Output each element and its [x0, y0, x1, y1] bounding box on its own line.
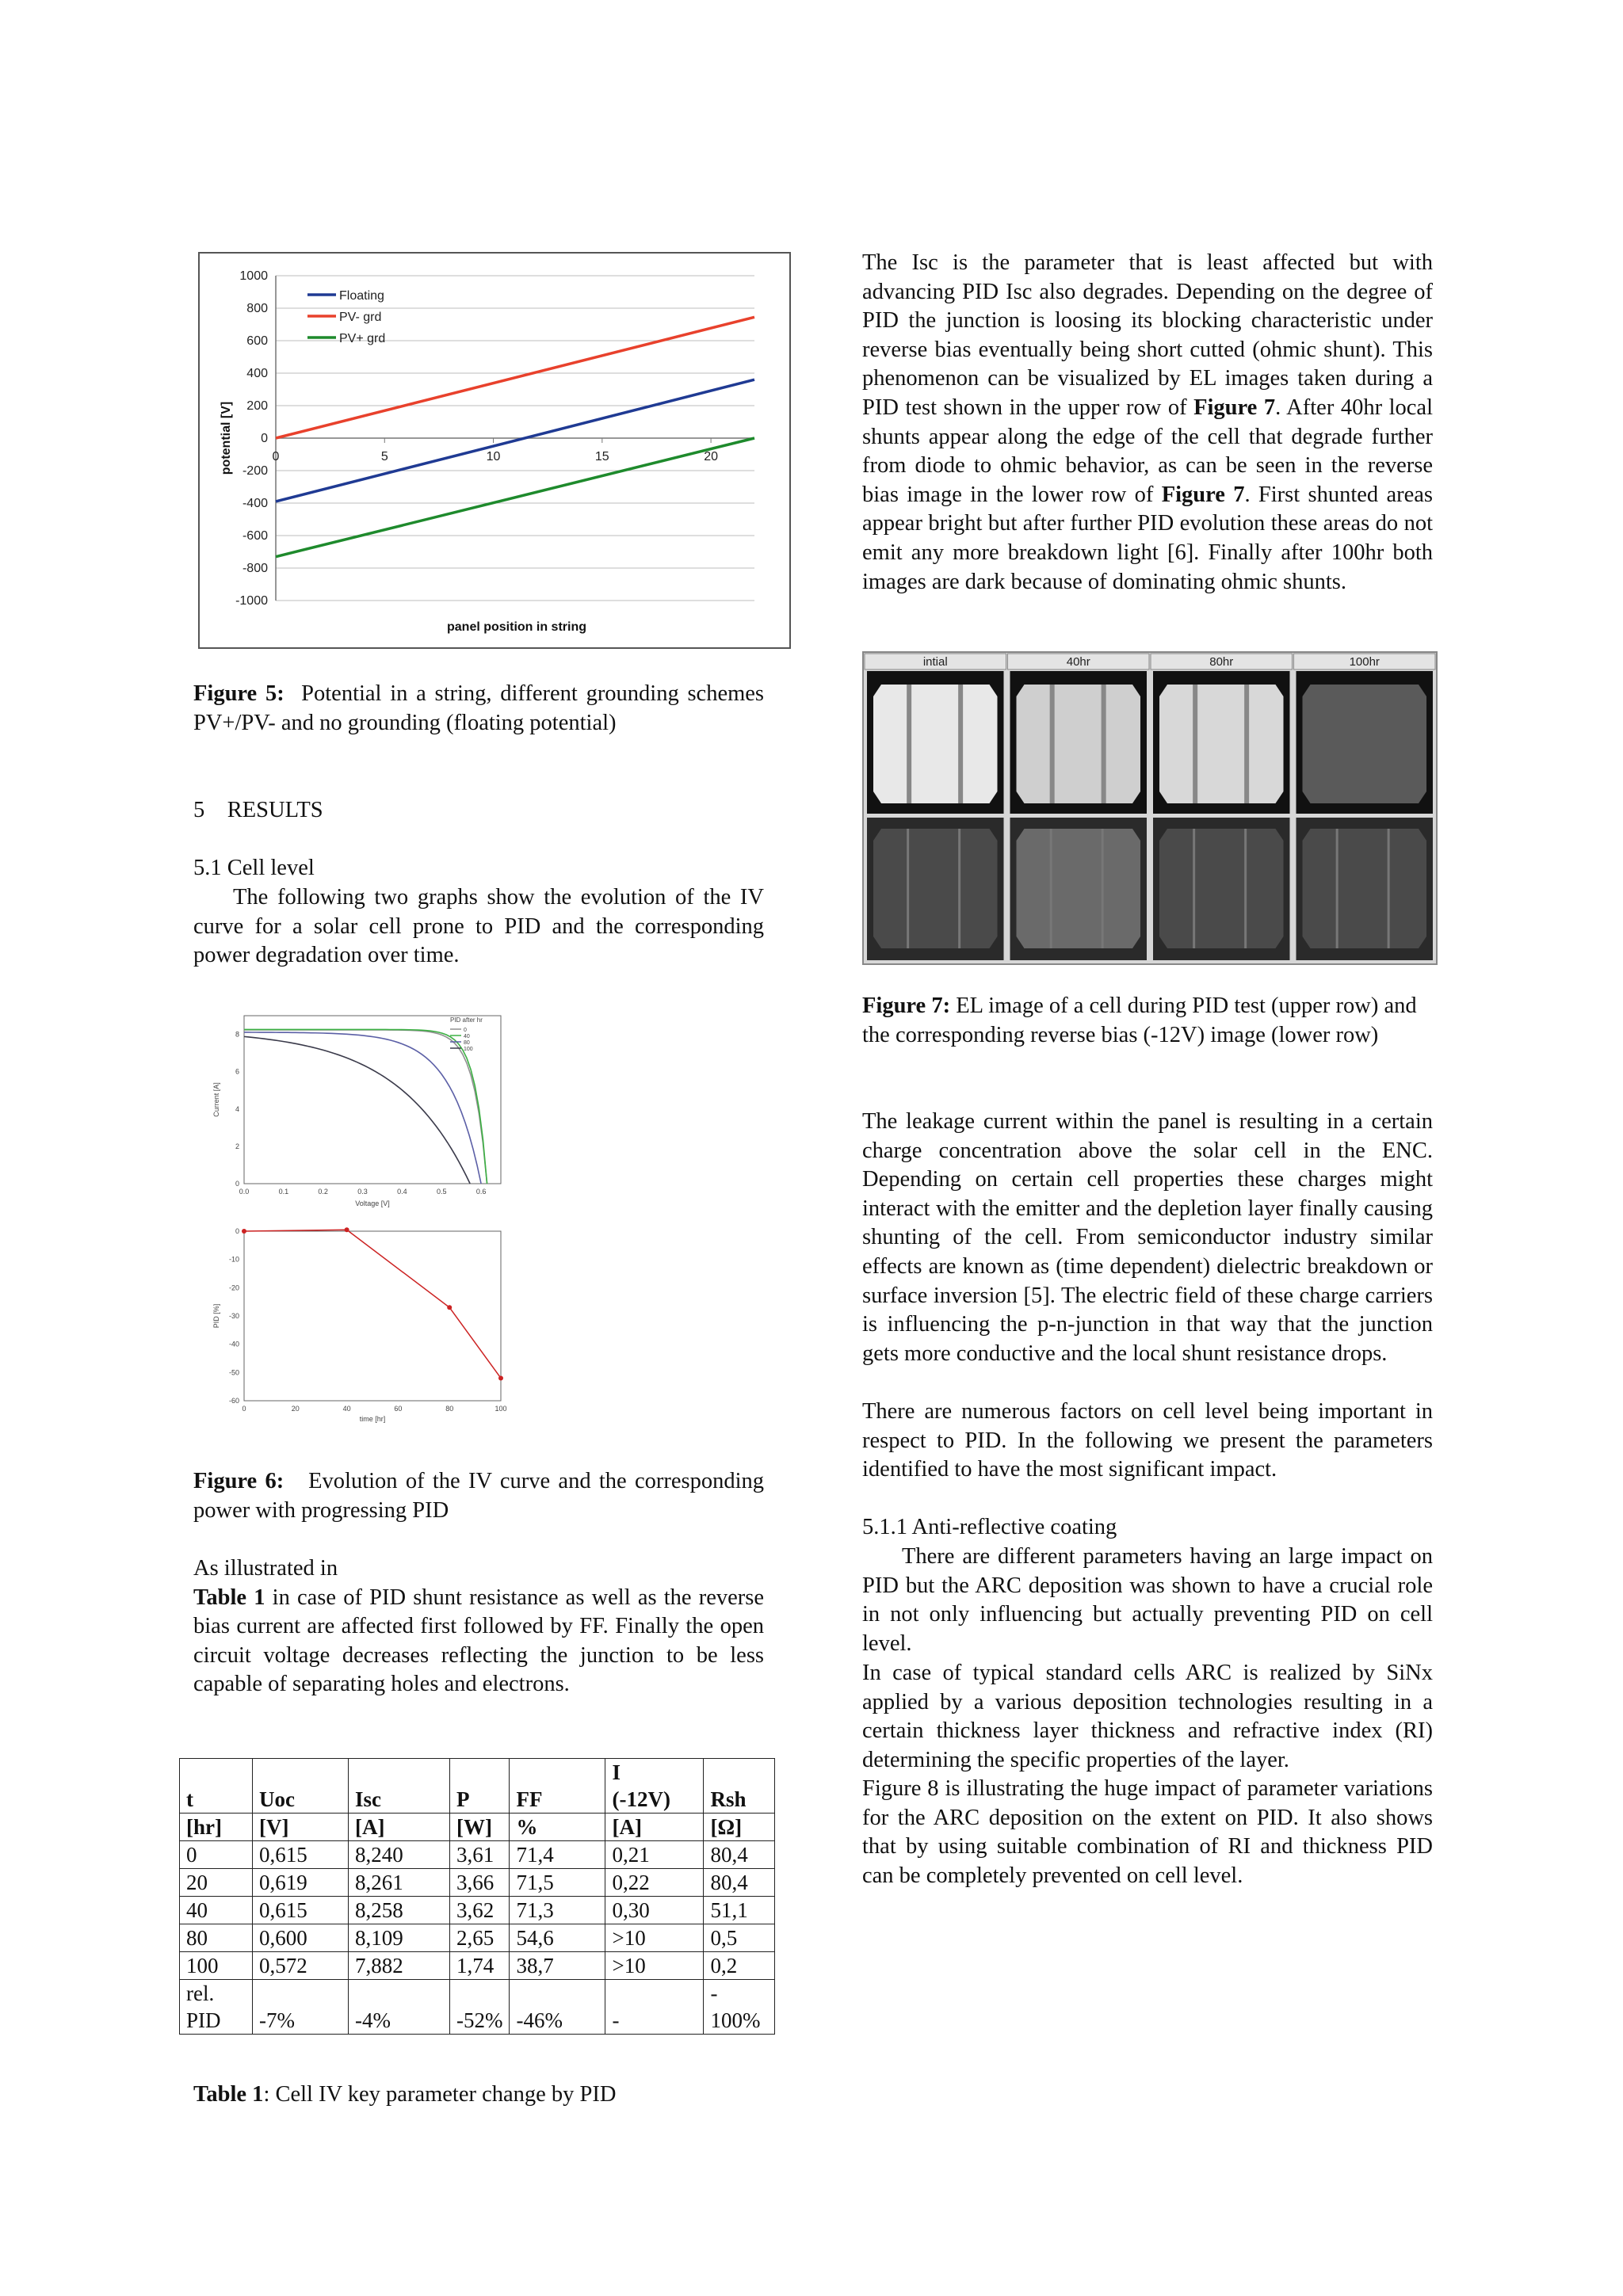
- legend-label: 100: [464, 1047, 473, 1052]
- table-units-row: [180, 1814, 775, 1841]
- table-cell: [Ω]: [704, 1814, 775, 1841]
- y-axis-label: potential [V]: [220, 401, 233, 475]
- para1-part-b: . After 40hr local shunts appear along the edge of the cell that degrade further from diode to ohmic behavior, as can be seen in the reverse bias image in the lower row of: [862, 395, 1433, 507]
- el-busbar: [907, 685, 911, 803]
- iv-curve-100: [244, 1036, 470, 1184]
- el-busbar: [1244, 685, 1249, 803]
- figure-7-column-label: 40hr: [1066, 655, 1090, 669]
- table-cell: 3,62: [450, 1897, 510, 1924]
- table-intro-rest: in case of PID shunt resistance as well as the reverse bias current are affected first followed by FF. Finally the open circuit voltage decreases reflecting the junction to be less capable of separating holes and electrons.: [193, 1585, 764, 1697]
- section-5-1-1-para3: Figure 8 is illustrating the huge impact of parameter variations for the ARC deposition on the extent on PID. It also shows that by using suitable combination of RI and thickness PID can be completely prevented on cell level.: [862, 1776, 1433, 1888]
- x-tick-label: 0.5: [436, 1188, 447, 1196]
- table-ref: Table 1: [193, 1585, 265, 1610]
- table-1-caption: [193, 2081, 616, 2110]
- x-tick-label: 20: [291, 1405, 300, 1413]
- table-cell: 38,7: [510, 1952, 605, 1980]
- figure-6-pid-chart: [208, 1220, 525, 1431]
- table-cell: -52%: [450, 1980, 510, 2035]
- table-1-caption-text: : Cell IV key parameter change by PID: [263, 2082, 617, 2107]
- el-cell: [1017, 685, 1141, 803]
- table-cell: 20: [180, 1869, 253, 1897]
- table-1-label: Table 1: [193, 2082, 264, 2107]
- table-cell: 71,3: [510, 1897, 605, 1924]
- y-tick-label: -600: [242, 529, 268, 543]
- y-axis-label: Current [A]: [212, 1082, 220, 1117]
- table-cell: 51,1: [704, 1897, 775, 1924]
- section-5-1-1-para1: There are different parameters having an large impact on PID but the ARC deposition was shown to have a crucial role in not only influencing but actually preventing PID on cell level.: [862, 1544, 1433, 1656]
- table-1: [179, 1758, 775, 2035]
- re-busbar: [1336, 829, 1338, 948]
- x-tick-label: 80: [445, 1405, 454, 1413]
- table-cell: 0,5: [704, 1924, 775, 1952]
- y-tick-label: 0: [261, 432, 268, 445]
- y-tick-label: 0: [235, 1180, 239, 1188]
- table-cell: P: [450, 1759, 510, 1814]
- y-tick-label: 600: [246, 334, 268, 348]
- table-cell: [A]: [349, 1814, 450, 1841]
- x-tick-label: 40: [342, 1405, 351, 1413]
- table-cell: 8,240: [349, 1841, 450, 1869]
- pid-point: [498, 1375, 503, 1380]
- table-cell: - 100%: [704, 1980, 775, 2035]
- x-axis-label: time [hr]: [359, 1415, 386, 1423]
- x-tick-label: 0.3: [357, 1188, 368, 1196]
- y-tick-label: -200: [242, 464, 268, 478]
- re-busbar: [1388, 829, 1390, 948]
- figure-7-column-label: 80hr: [1209, 655, 1234, 669]
- section-5-heading: 5 RESULTS: [193, 798, 323, 822]
- section-5-1-paragraph: The following two graphs show the evolution of the IV curve for a solar cell prone to PID and the corresponding power degradation over time.: [193, 885, 764, 968]
- re-busbar: [1193, 829, 1195, 948]
- figure-5-caption-text: Potential in a string, different grounding schemes PV+/PV- and no grounding (floating potential): [193, 681, 765, 735]
- table-cell: 0,619: [253, 1869, 349, 1897]
- table-cell: [V]: [253, 1814, 349, 1841]
- table-cell: rel. PID: [180, 1980, 253, 2035]
- y-tick-label: -10: [228, 1255, 239, 1264]
- series-line-pv-grd: [276, 438, 754, 557]
- table-cell: [W]: [450, 1814, 510, 1841]
- x-tick-label: 0.2: [318, 1188, 328, 1196]
- table-row: [180, 1952, 775, 1980]
- iv-curve-0: [244, 1030, 487, 1184]
- table-cell: 54,6: [510, 1924, 605, 1952]
- legend-label: PV+ grd: [339, 332, 386, 345]
- pid-point: [242, 1229, 246, 1234]
- table-cell: 3,61: [450, 1841, 510, 1869]
- pid-point: [345, 1227, 349, 1232]
- y-tick-label: 8: [235, 1030, 239, 1039]
- x-tick-label: 100: [495, 1405, 507, 1413]
- y-tick-label: -20: [228, 1283, 239, 1292]
- y-tick-label: 2: [235, 1142, 239, 1150]
- figure-5-chart: [198, 252, 791, 649]
- el-cell: [873, 685, 998, 803]
- figure-7-el-images: [862, 651, 1438, 965]
- figure-6-caption-text: Evolution of the IV curve and the corresponding power with progressing PID: [193, 1469, 765, 1523]
- figure-7-ref-2: Figure 7: [1161, 482, 1245, 507]
- figure-6-label: Figure 6:: [193, 1469, 285, 1493]
- table-cell: 8,261: [349, 1869, 450, 1897]
- re-cell: [1017, 829, 1141, 948]
- table-intro-line1: As illustrated in: [193, 1556, 338, 1581]
- table-cell: 80: [180, 1924, 253, 1952]
- legend-label: 80: [464, 1040, 470, 1046]
- x-tick-label: 0.4: [397, 1188, 407, 1196]
- y-tick-label: -400: [242, 497, 268, 510]
- y-tick-label: -30: [228, 1312, 239, 1320]
- y-tick-label: 0: [235, 1227, 239, 1235]
- el-busbar: [1193, 685, 1197, 803]
- x-tick-label: 0.6: [475, 1188, 487, 1196]
- x-tick-label: 0.1: [278, 1188, 289, 1196]
- section-5-1-1-para2: In case of typical standard cells ARC is realized by SiNx applied by a various deposition technologies resulting in a certain thickness layer thickness and refractive index (RI) determining the specific properties of the layer.: [862, 1661, 1433, 1772]
- re-busbar: [958, 829, 960, 948]
- x-axis-label: Voltage [V]: [355, 1199, 390, 1207]
- table-cell: 8,109: [349, 1924, 450, 1952]
- y-tick-label: 800: [246, 302, 268, 315]
- table-row: [180, 1869, 775, 1897]
- re-busbar: [907, 829, 909, 948]
- re-busbar: [1102, 829, 1104, 948]
- table-cell: 1,74: [450, 1952, 510, 1980]
- table-cell: 0,615: [253, 1841, 349, 1869]
- re-busbar: [1050, 829, 1052, 948]
- table-cell: 0,21: [605, 1841, 704, 1869]
- table-cell: 0,600: [253, 1924, 349, 1952]
- y-tick-label: -50: [228, 1368, 239, 1377]
- legend-label: PV- grd: [339, 311, 382, 324]
- table-cell: 71,5: [510, 1869, 605, 1897]
- table-cell: 8,258: [349, 1897, 450, 1924]
- el-busbar: [958, 685, 963, 803]
- table-cell: FF: [510, 1759, 605, 1814]
- legend-label: Floating: [339, 289, 384, 303]
- table-cell: 7,882: [349, 1952, 450, 1980]
- table-cell: >10: [605, 1952, 704, 1980]
- table-cell: Uoc: [253, 1759, 349, 1814]
- table-cell: Rsh: [704, 1759, 775, 1814]
- table-cell: -: [605, 1980, 704, 2035]
- table-intro-paragraph: [193, 1554, 764, 1699]
- re-cell: [873, 829, 998, 948]
- figure-5-plot: [200, 254, 789, 647]
- legend-label: 0: [464, 1028, 467, 1033]
- x-tick-label: 0: [272, 450, 280, 463]
- figure-7-ref-1: Figure 7: [1193, 395, 1276, 420]
- table-cell: 80,4: [704, 1841, 775, 1869]
- el-busbar: [1050, 685, 1055, 803]
- right-paragraph-2: The leakage current within the panel is resulting in a certain charge concentration above the solar cell in the ENC. Depending on certain cell properties these charges might interact with the emitter and the depletion layer finally causing shunting of the cell. From semiconductor industry similar effects are known as (time dependent) dielectric breakdown or surface inversion [5]. The electric field of these charge carriers is influencing the p-n-junction in that way that the junction gets more conductive and the local shunt resistance drops.: [862, 1109, 1433, 1366]
- section-5-1-heading: 5.1 Cell level: [193, 856, 315, 880]
- pid-point: [447, 1305, 452, 1310]
- table-cell: -7%: [253, 1980, 349, 2035]
- figure-7-caption-text: EL image of a cell during PID test (upper row) and the corresponding reverse bias (-12V) image (lower row): [862, 994, 1417, 1047]
- x-tick-label: 0.0: [239, 1188, 250, 1196]
- table-cell: 0,572: [253, 1952, 349, 1980]
- x-axis-label: panel position in string: [447, 620, 586, 634]
- table-row: [180, 1841, 775, 1869]
- table-cell: 100: [180, 1952, 253, 1980]
- y-tick-label: -1000: [235, 594, 268, 608]
- table-cell: %: [510, 1814, 605, 1841]
- figure-6-caption: [193, 1467, 764, 1525]
- table-cell: 0: [180, 1841, 253, 1869]
- table-cell: 80,4: [704, 1869, 775, 1897]
- section-5-1-1-heading: 5.1.1 Anti-reflective coating: [862, 1515, 1117, 1539]
- table-cell: I (-12V): [605, 1759, 704, 1814]
- x-tick-label: 10: [486, 450, 501, 463]
- table-cell: 0,30: [605, 1897, 704, 1924]
- para1-part-a: The Isc is the parameter that is least affected but with advancing PID Isc also degrades. Depending on the degree of PID the junction is loosing its blocking characteristic under reverse bias eventually being short cutted (ohmic shunt). This phenomenon can be visualized by EL images taken during a PID test shown in the upper row of: [862, 250, 1433, 420]
- table-cell: 71,4: [510, 1841, 605, 1869]
- x-tick-label: 0: [242, 1405, 246, 1413]
- table-row: [180, 1924, 775, 1952]
- el-cell: [1159, 685, 1284, 803]
- table-cell: -46%: [510, 1980, 605, 2035]
- x-tick-label: 60: [394, 1405, 403, 1413]
- table-header-row: [180, 1759, 775, 1814]
- figure-7-label: Figure 7:: [862, 994, 951, 1018]
- figure-7-caption: [862, 992, 1433, 1050]
- x-tick-label: 20: [704, 450, 718, 463]
- table-cell: 0,2: [704, 1952, 775, 1980]
- re-cell: [1303, 829, 1427, 948]
- table-cell: 3,66: [450, 1869, 510, 1897]
- iv-curve-40: [244, 1029, 487, 1184]
- figure-6-iv-curve-chart: [208, 1005, 525, 1215]
- right-paragraph-1: [862, 249, 1433, 597]
- table-rel-row: [180, 1980, 775, 2035]
- figure-7-image-grid: [864, 653, 1436, 963]
- legend-title: PID after hr: [450, 1016, 483, 1024]
- table-cell: 0,22: [605, 1869, 704, 1897]
- table-cell: [A]: [605, 1814, 704, 1841]
- figure-5-label: Figure 5:: [193, 681, 285, 706]
- para1-part-c: . First shunted areas appear bright but after further PID evolution these areas do not emit any more breakdown light [6]. Finally after 100hr both images are dark because of dominating ohmic shunts.: [862, 482, 1433, 594]
- y-tick-label: 200: [246, 399, 268, 413]
- figure-7-column-label: intial: [922, 655, 948, 669]
- legend-label: 40: [464, 1034, 470, 1039]
- y-tick-label: 4: [235, 1104, 239, 1113]
- x-tick-label: 15: [594, 450, 609, 463]
- y-axis-label: PID [%]: [212, 1303, 220, 1329]
- y-tick-label: 6: [235, 1067, 239, 1076]
- figure-7-column-label: 100hr: [1349, 655, 1380, 669]
- iv-curve-80: [244, 1032, 481, 1184]
- plot-frame: [244, 1231, 501, 1401]
- table-cell: 2,65: [450, 1924, 510, 1952]
- el-busbar: [1102, 685, 1106, 803]
- figure-5-caption: [193, 680, 764, 738]
- y-tick-label: -800: [242, 562, 268, 575]
- y-tick-label: -60: [228, 1397, 239, 1405]
- table-cell: -4%: [349, 1980, 450, 2035]
- el-cell: [1303, 685, 1427, 803]
- table-cell: Isc: [349, 1759, 450, 1814]
- y-tick-label: 400: [246, 367, 268, 380]
- y-tick-label: -40: [228, 1340, 239, 1348]
- table-cell: 0,615: [253, 1897, 349, 1924]
- right-paragraph-3: There are numerous factors on cell level being important in respect to PID. In the following we present the parameters identified to have the most significant impact.: [862, 1399, 1433, 1482]
- series-line-floating: [276, 379, 754, 502]
- table-cell: [hr]: [180, 1814, 253, 1841]
- re-cell: [1159, 829, 1284, 948]
- pid-line: [244, 1230, 501, 1378]
- table-row: [180, 1897, 775, 1924]
- y-tick-label: 1000: [239, 269, 268, 283]
- re-busbar: [1244, 829, 1247, 948]
- table-cell: t: [180, 1759, 253, 1814]
- table-cell: >10: [605, 1924, 704, 1952]
- x-tick-label: 5: [380, 450, 388, 463]
- table-cell: 40: [180, 1897, 253, 1924]
